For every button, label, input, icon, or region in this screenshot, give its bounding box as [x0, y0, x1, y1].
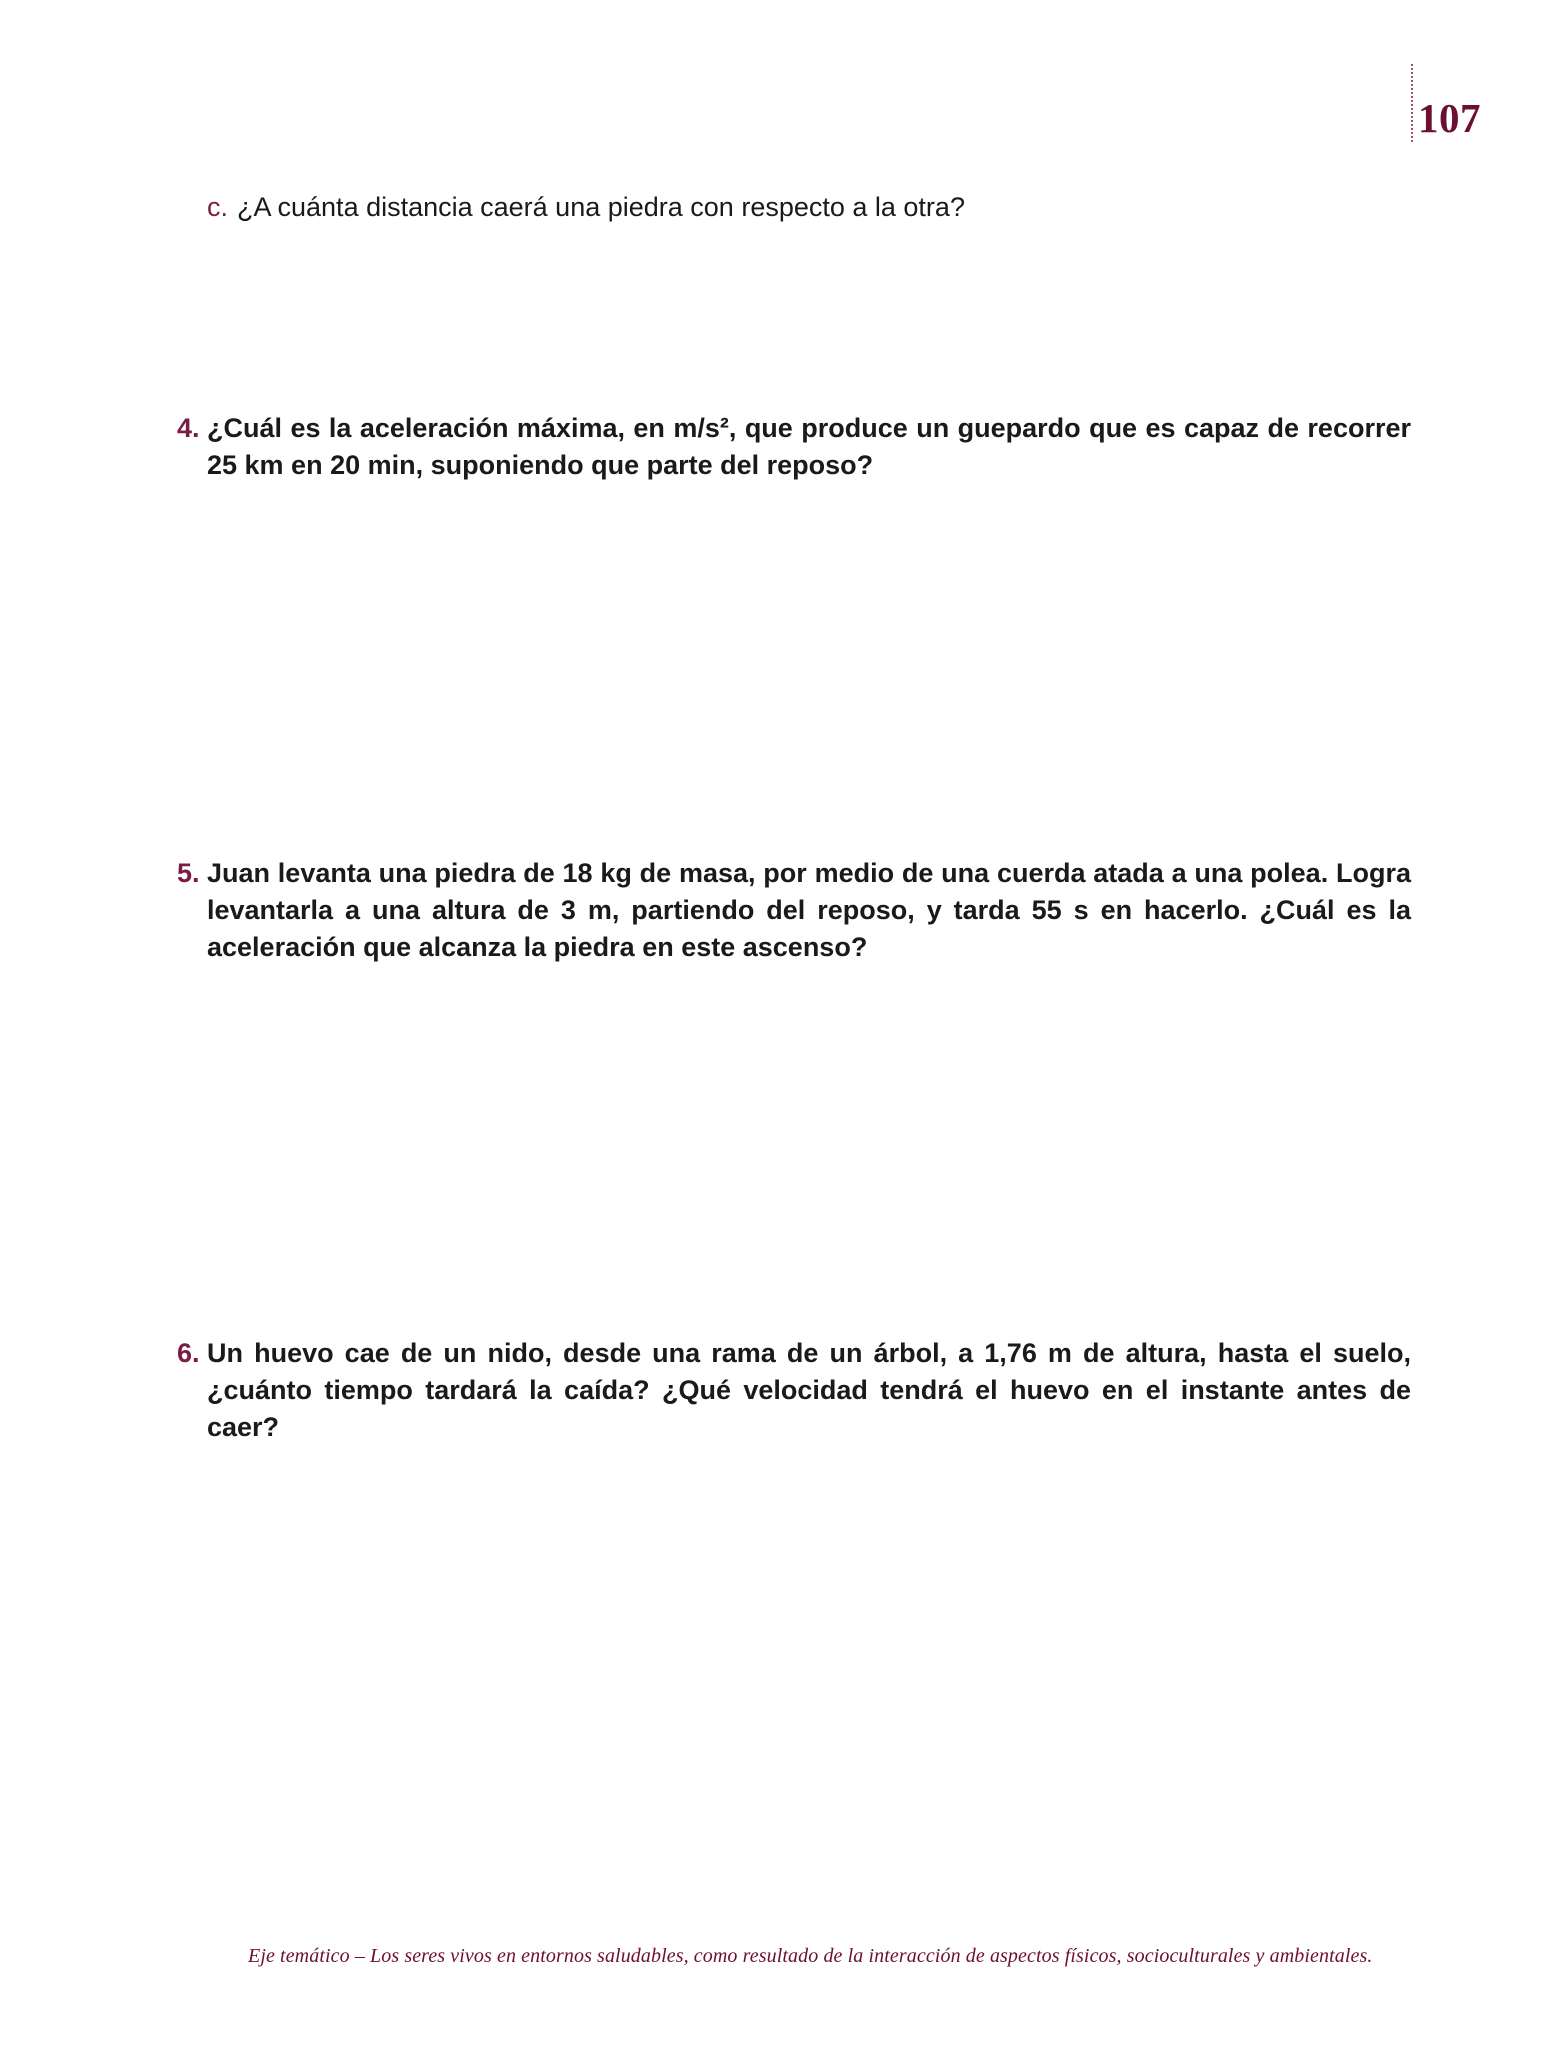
- question-text: ¿Cuál es la aceleración máxima, en m/s², que produce un guepardo que es capaz de recorrer 25 km en 20 min, suponiendo que parte del reposo?: [207, 413, 1411, 480]
- question-marker: 5.: [177, 858, 200, 888]
- question-4: [177, 410, 1411, 484]
- question-text: ¿A cuánta distancia caerá una piedra con respecto a la otra?: [237, 192, 965, 222]
- question-text: Juan levanta una piedra de 18 kg de masa, por medio de una cuerda atada a una polea. Logra levantarla a una altura de 3 m, partiendo del reposo, y tarda 55 s en hacerlo. ¿Cuál es la aceleración que alcanza la piedra en este ascenso?: [207, 858, 1411, 962]
- page-number: 107: [1418, 95, 1481, 141]
- question-marker: c.: [207, 192, 229, 222]
- question-marker: 4.: [177, 413, 200, 443]
- footer-running-title: Eje temático – Los seres vivos en entornos saludables, como resultado de la interacción de aspectos físicos, socioculturales y ambientales.: [248, 1945, 1373, 1967]
- question-5: [177, 855, 1411, 966]
- question-6: [177, 1335, 1411, 1446]
- question-marker: 6.: [177, 1338, 200, 1368]
- question-c: [207, 189, 1407, 226]
- page-number-divider: [1411, 64, 1413, 142]
- question-text: Un huevo cae de un nido, desde una rama de un árbol, a 1,76 m de altura, hasta el suelo, ¿cuánto tiempo tardará la caída? ¿Qué velocidad tendrá el huevo en el instante antes de caer?: [207, 1338, 1411, 1442]
